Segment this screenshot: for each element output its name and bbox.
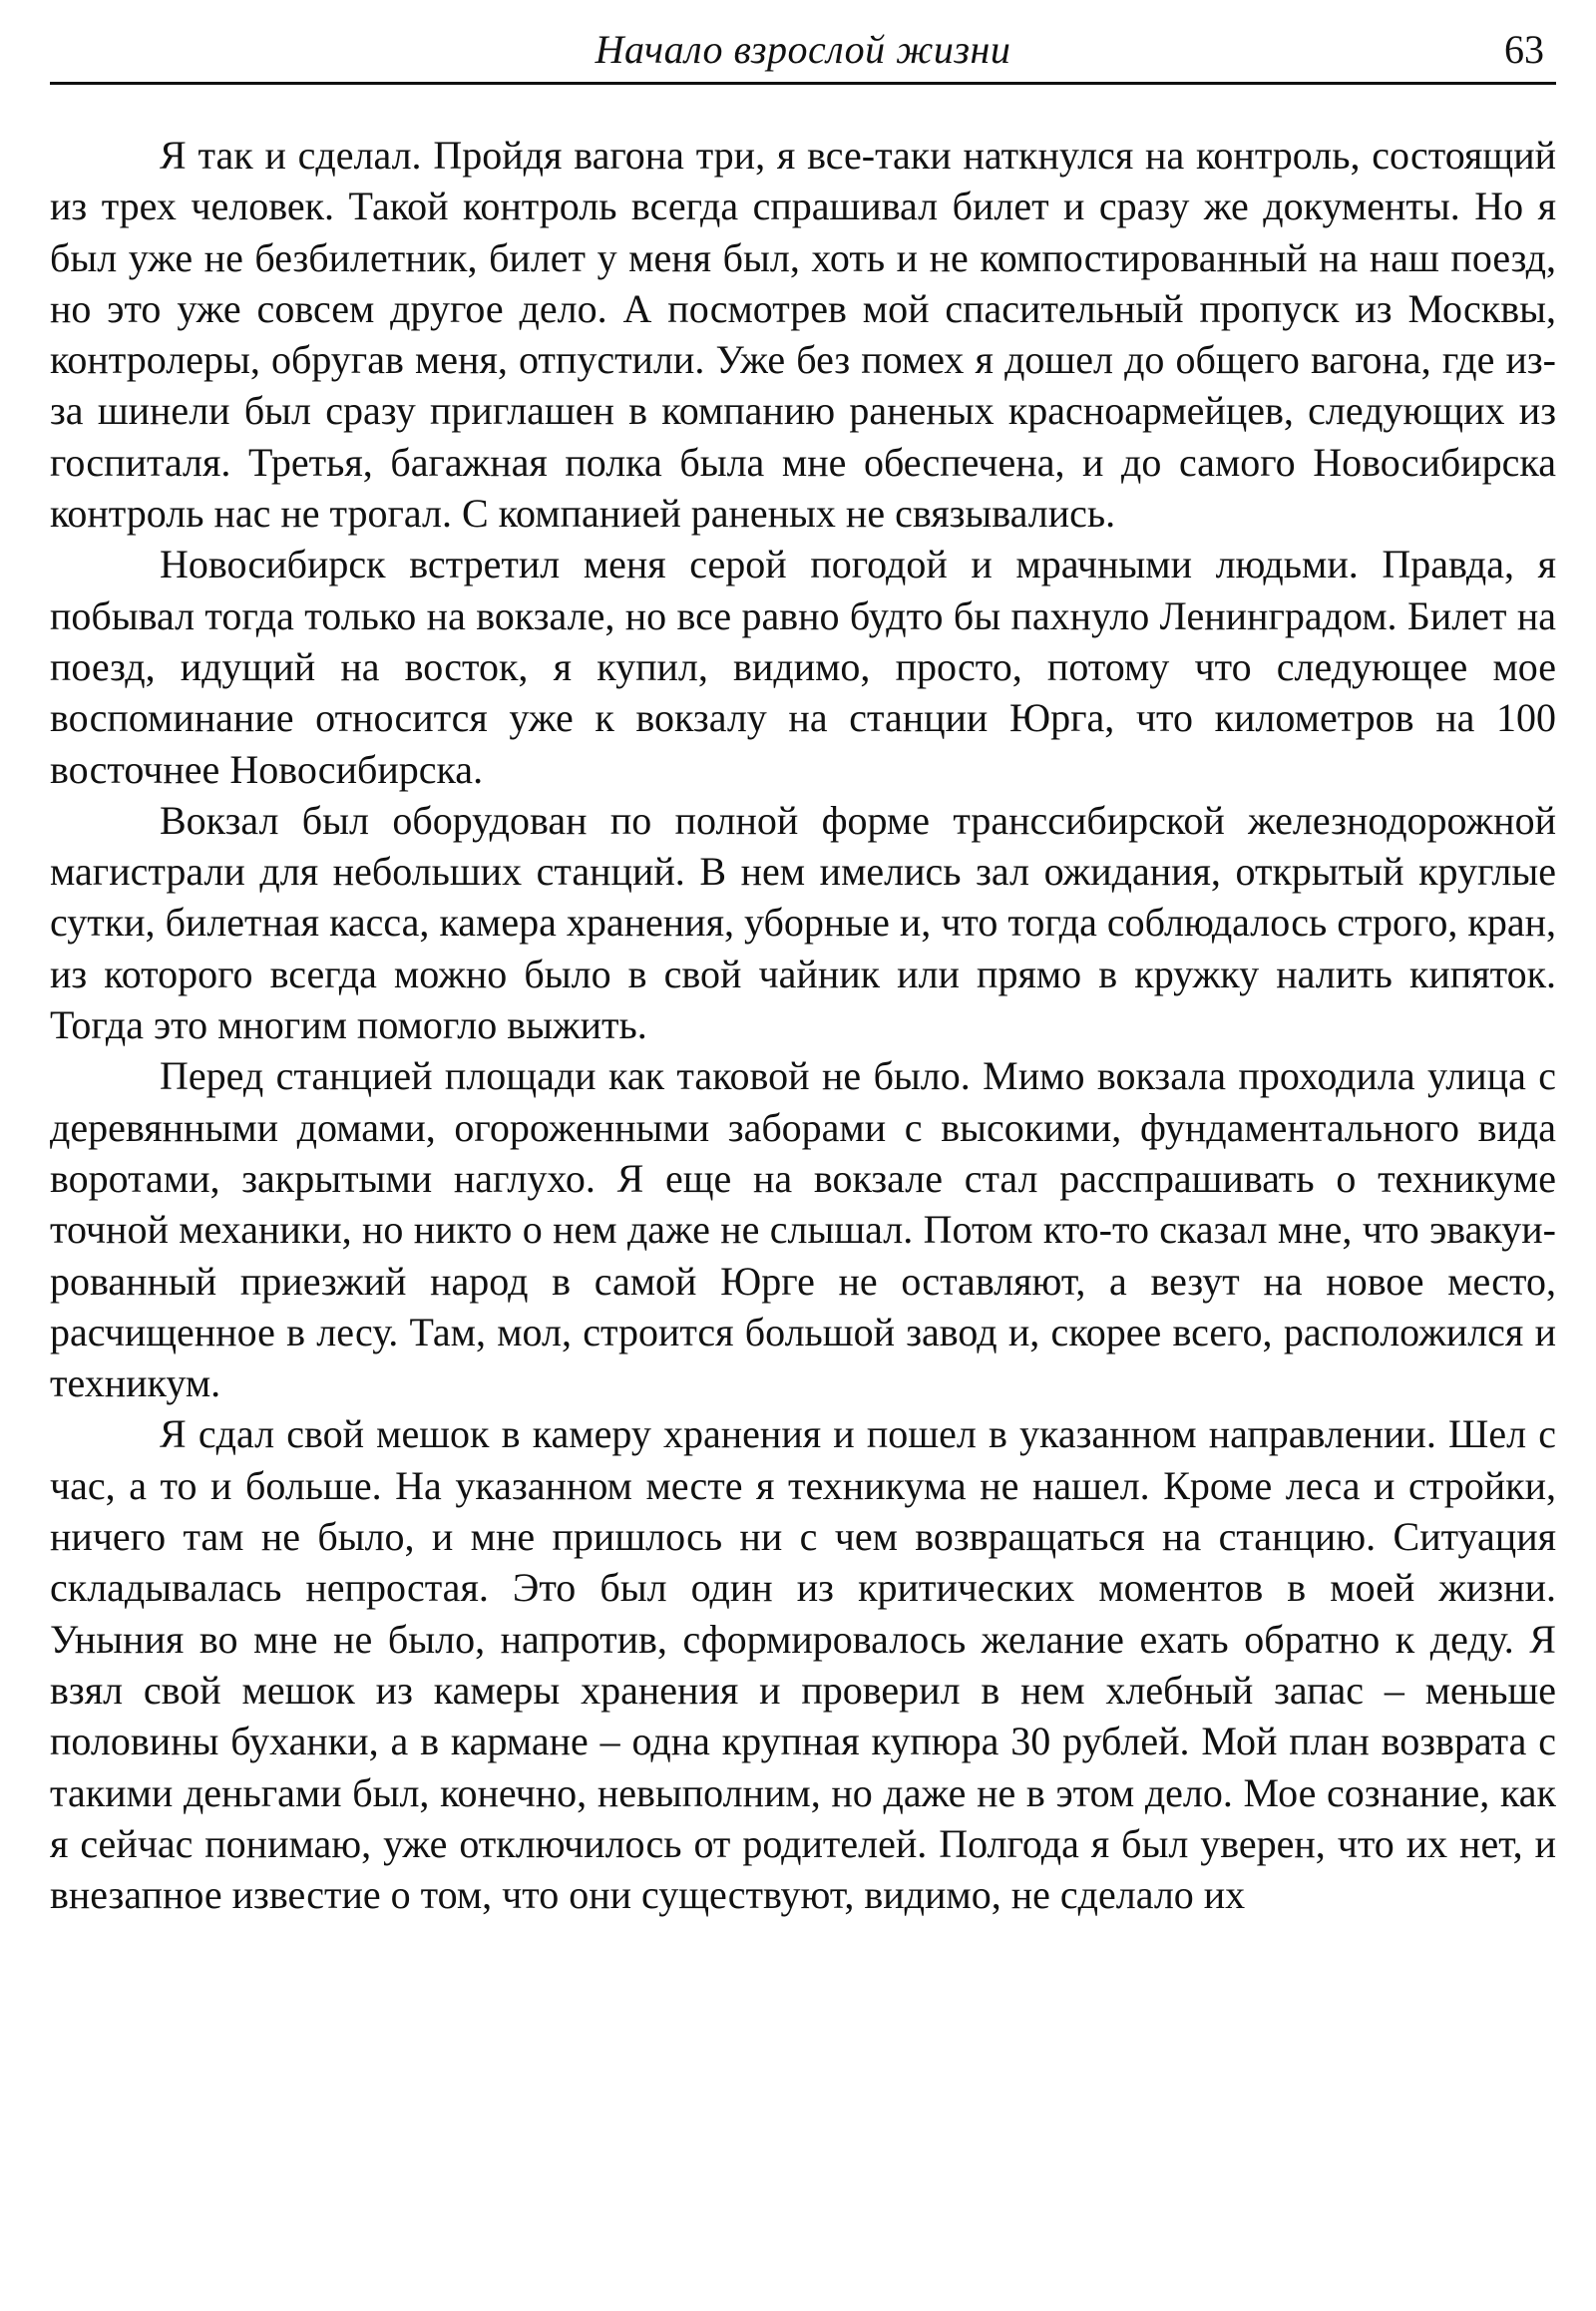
paragraph: Я сдал свой мешок в камеру хранения и пошел в указанном направлении. Шел с час, а то и больше. На указанном месте я техникума не нашел. Кроме леса и стройки, ничего там не было, и мне пришлось ни с чем возвращаться на станцию. Ситуация складывалась непростая. Это был один из критических моментов в моей жизни. Уныния во мне не было, напротив, сформировалось желание ехать обратно к деду. Я взял свой мешок из камеры хранения и проверил в нем хлебный запас – меньше половины буханки, а в кармане – одна крупная купюра 30 рублей. Мой план возврата с такими деньгами был, конечно, невыполним, но даже не в этом дело. Мое сознание, как я сейчас понимаю, уже отключилось от родителей. Полгода я был уверен, что их нет, и внезапное известие о том, что они существуют, видимо, не сделало их <box>50 1411 1556 1918</box>
paragraph: Я так и сделал. Пройдя вагона три, я все-таки наткнулся на контроль, состоящий из трех человек. Такой контроль всегда спрашивал билет и сразу же документы. Но я был уже не безбилетник, билет у меня был, хоть и не компостированный на наш поезд, но это уже совсем другое дело. А посмотрев мой спасительный пропуск из Москвы, контролеры, обругав меня, отпустили. Уже без помех я дошел до общего вагона, где из-за шинели был сразу приглашен в компанию раненых красноармейцев, следующих из госпиталя. Третья, багажная полка была мне обеспечена, и до самого Новосибирска контроль нас не трогал. С компанией раненых не связывались. <box>50 133 1556 537</box>
book-page <box>50 0 1556 2311</box>
paragraph: Новосибирск встретил меня серой погодой и мрачными людьми. Правда, я побывал тогда только на вокзале, но все равно будто бы пахнуло Ленинградом. Билет на поезд, идущий на восток, я купил, видимо, просто, потому что следующее мое воспоминание относится уже к вокзалу на станции Юрга, что километров на 100 восточнее Новосибирска. <box>50 542 1556 792</box>
paragraph: Перед станцией площади как таковой не было. Мимо вокзала проходила улица с деревянными домами, огороженными заборами с высокими, фундаментального вида воротами, закрытыми наглухо. Я еще на вокзале стал расспрашивать о техникуме точной механики, но никто о нем даже не слышал. Потом кто-то сказал мне, что эвакуированный приезжий народ в самой Юрге не оставляют, а везут на новое место, расчищенное в лесу. Там, мол, строится большой завод и, скорее всего, расположился и техникум. <box>50 1053 1556 1406</box>
paragraph: Вокзал был оборудован по полной форме транссибирской железнодорожной магистрали для небольших станций. В нем имелись зал ожидания, открытый круглые сутки, билетная касса, камера хранения, уборные и, что тогда соблюдалось строго, кран, из которого всегда можно было в свой чайник или прямо в кружку налить кипяток. Тогда это многим помогло выжить. <box>50 797 1556 1048</box>
running-title: Начало взрослой жизни <box>595 27 1011 72</box>
body-text <box>50 130 1556 1920</box>
page-number: 63 <box>1504 27 1544 72</box>
running-header <box>50 22 1556 85</box>
